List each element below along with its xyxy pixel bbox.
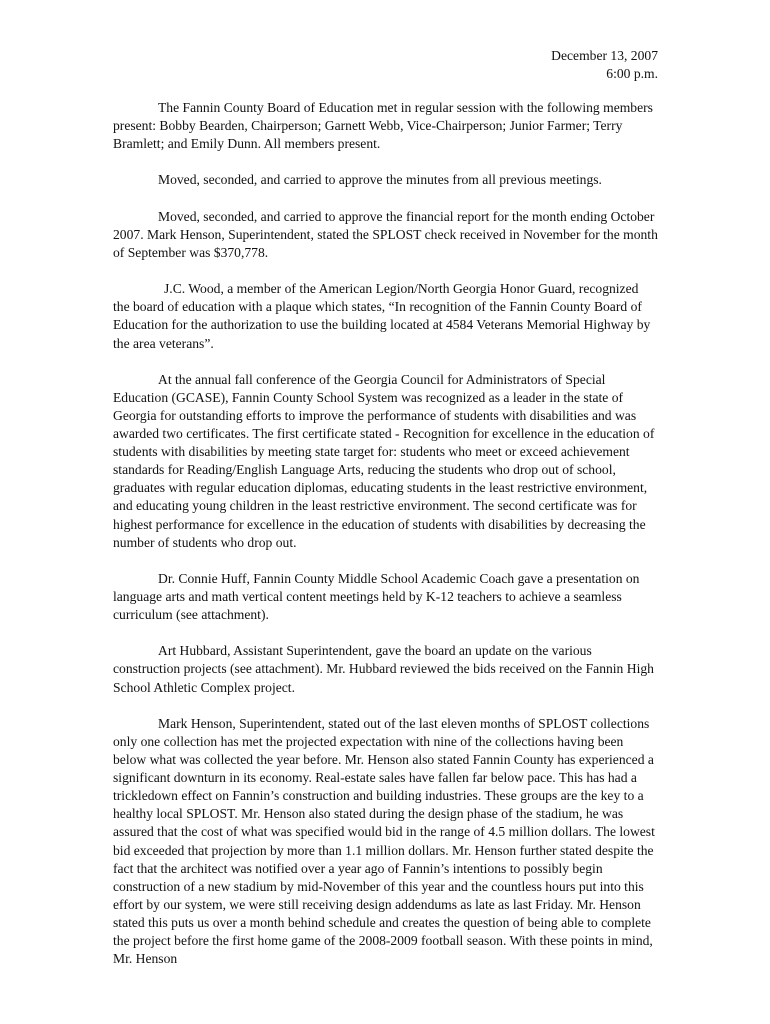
paragraph-construction-update: Art Hubbard, Assistant Superintendent, gave the board an update on the various construction projects (see attachment). Mr. Hubbard reviewed the bids received on the Fannin High School Athletic Complex project. <box>113 643 654 695</box>
paragraph-attendance: The Fannin County Board of Education met in regular session with the following members present: Bobby Bearden, Chairperson; Garnett Webb, Vice-Chairperson; Junior Farmer; Terry Bramlett; and Emily Dunn. All members present. <box>113 100 653 152</box>
paragraph-splost-stadium: Mark Henson, Superintendent, stated out of the last eleven months of SPLOST collections only one collection has met the projected expectation with nine of the collections having been below what was collected the year before. Mr. Henson also stated Fannin County has experienced a significant downturn in its economy. Real-estate sales have fallen far below pace. This has had a trickledown effect on Fannin’s construction and building industries. These groups are the key to a healthy local SPLOST. Mr. Henson also stated during the design phase of the stadium, he was assured that the cost of what was specified would bid in the range of 4.5 million dollars. The lowest bid exceeded that projection by more than 1.1 million dollars. Mr. Henson further stated despite the fact that the architect was notified over a year ago of Fannin’s intentions to possibly begin construction of a new stadium by mid-November of this year and the countless hours put into this effort by our system, we were still receiving design addendums as late as last Friday. Mr. Henson stated this puts us over a month behind schedule and creates the question of being able to complete the project before the first home game of the 2008-2009 football season. With these points in mind, Mr. Henson <box>113 715 655 967</box>
date-block <box>551 47 658 83</box>
paragraph-gcase-recognition: At the annual fall conference of the Georgia Council for Administrators of Special Education (GCASE), Fannin County School System was recognized as a leader in the state of Georgia for outstanding efforts to improve the performance of students with disabilities and was awarded two certificates. The first certificate stated - Recognition for excellence in the education of students with disabilities by meeting state target for: students who meet or exceed achievement standards for Reading/English Language Arts, reducing the students who drop out of school, graduates with regular education diplomas, educating students in the least restrictive environment, and educating young children in the least restrictive environment. The second certificate was for highest performance for excellence in the education of students with disabilities by decreasing the number of students who drop out. <box>113 371 655 550</box>
paragraph-financial-report: Moved, seconded, and carried to approve the financial report for the month ending October 2007. Mark Henson, Superintendent, stated the SPLOST check received in November for the month of September was $370,778. <box>113 208 658 260</box>
paragraph-academic-coach: Dr. Connie Huff, Fannin County Middle School Academic Coach gave a presentation on language arts and math vertical content meetings held by K-12 teachers to achieve a seamless curriculum (see attachment). <box>113 570 640 623</box>
paragraph-american-legion: J.C. Wood, a member of the American Legion/North Georgia Honor Guard, recognized the board of education with a plaque which states, “In recognition of the Fannin County Board of Education for the authorization to use the building located at 4584 Veterans Memorial Highway by the area veterans”. <box>113 281 651 351</box>
meeting-date: December 13, 2007 <box>551 48 658 63</box>
paragraph-minutes-approval: Moved, seconded, and carried to approve the minutes from all previous meetings. <box>158 172 602 188</box>
meeting-time: 6:00 p.m. <box>606 66 658 82</box>
minutes-body <box>113 99 658 986</box>
